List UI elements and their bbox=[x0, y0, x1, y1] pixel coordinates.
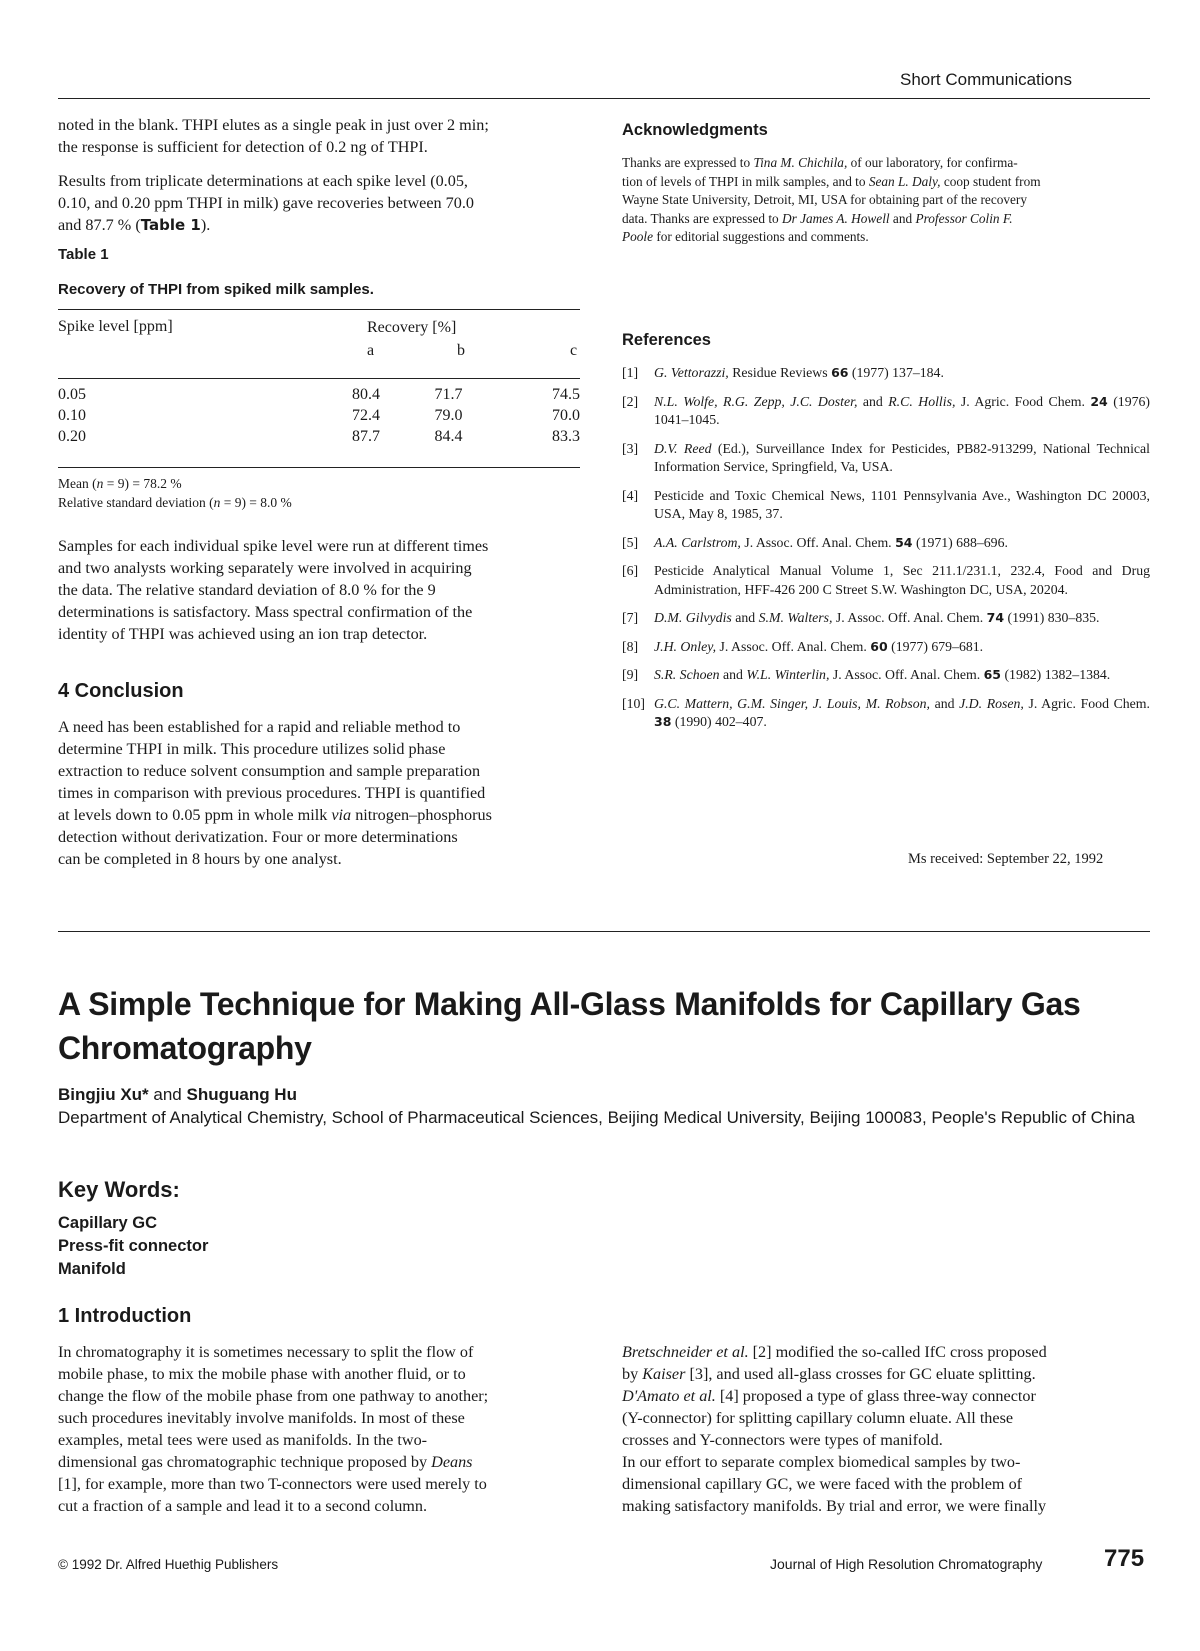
text-line: A need has been established for a rapid and reliable method to bbox=[58, 718, 461, 736]
reference-item: [10] G.C. Mattern, G.M. Singer, J. Louis, M. Robson, and J.D. Rosen, J. Agric. Food Chem. 38 (1990) 402–407. bbox=[622, 695, 1150, 729]
table-row bbox=[58, 426, 580, 447]
acknowledgments-text: Thanks are expressed to Tina M. Chichila, of our laboratory, for confirma- tion of levels of THPI in milk samples, and to Sean L. Daly, coop student from Wayne State University, Detroit, MI, USA for obtaining part of the recovery data. Thanks are expressed to Dr James A. Howell and Professor Colin F. Poole for editorial suggestions and comments. bbox=[622, 155, 1041, 244]
conclusion-text: A need has been established for a rapid and reliable method to determine THPI in milk. This procedure utilizes solid phase extraction to reduce solvent consumption and sample preparation times in comparison with previous procedures. THPI is quantified at levels down to 0.05 ppm in whole milk via nitrogen–phosphorus detection without derivatization. Four or more determinations can be completed in 8 hours by one analyst. bbox=[58, 718, 492, 868]
text-line: noted in the blank. THPI elutes as a single peak in just over 2 min; bbox=[58, 116, 489, 134]
table-mid-rule bbox=[58, 378, 580, 379]
running-title: Short Communications bbox=[900, 70, 1072, 89]
reference-item: [6] Pesticide Analytical Manual Volume 1, Sec 211.1/231.1, 232.4, Food and Drug Administration, HFF-426 200 C Street S.W. Washington DC, USA, 20204. bbox=[622, 563, 1150, 597]
text-line: and 87.7 % ( bbox=[58, 216, 141, 234]
author-name: Shuguang Hu bbox=[186, 1085, 297, 1104]
table-col-spike: Spike level [ppm] bbox=[58, 318, 173, 335]
table-label: Table 1 bbox=[58, 246, 109, 263]
table-sub-a: a bbox=[367, 342, 375, 359]
left-para-3 bbox=[58, 535, 590, 645]
table-cell-c: 83.3 bbox=[552, 428, 580, 445]
table-reference: Table 1 bbox=[140, 216, 201, 234]
reference-item: [1] G. Vettorazzi, Residue Reviews 66 (1977) 137–184. bbox=[622, 365, 944, 380]
left-para-1 bbox=[58, 114, 590, 158]
author-name: Bingjiu Xu* bbox=[58, 1085, 149, 1104]
text-line: extraction to reduce solvent consumption and sample preparation bbox=[58, 762, 481, 780]
affiliation: Department of Analytical Chemistry, School of Pharmaceutical Sciences, Beijing Medical University, Beijing 100083, People's Republic of China bbox=[58, 1108, 1135, 1127]
header-rule bbox=[58, 98, 1150, 99]
table-body bbox=[58, 384, 580, 447]
keywords-list bbox=[58, 1212, 208, 1281]
article-divider bbox=[58, 931, 1150, 932]
text-line: ). bbox=[200, 216, 211, 234]
copyright: © 1992 Dr. Alfred Huethig Publishers bbox=[58, 1557, 279, 1572]
text-line: at levels down to 0.05 ppm in whole milk bbox=[58, 806, 332, 824]
text-line: and two analysts working separately were involved in acquiring bbox=[58, 559, 472, 577]
authors: Bingjiu Xu* and Shuguang Hu bbox=[58, 1085, 297, 1104]
reference-item: [8] J.H. Onley, J. Assoc. Off. Anal. Chem. 60 (1977) 679–681. bbox=[622, 638, 984, 654]
keyword: Capillary GC bbox=[58, 1214, 158, 1232]
keyword: Manifold bbox=[58, 1260, 126, 1278]
page-number: 775 bbox=[1104, 1545, 1145, 1572]
table-cell-a: 72.4 bbox=[352, 407, 380, 424]
text-line: times in comparison with previous procedures. THPI is quantified bbox=[58, 784, 486, 802]
keywords-heading: Key Words: bbox=[58, 1177, 180, 1202]
table-cell-c: 74.5 bbox=[552, 386, 580, 403]
left-para-2 bbox=[58, 170, 590, 236]
table-cell-a: 87.7 bbox=[352, 428, 380, 445]
text-line: can be completed in 8 hours by one analyst. bbox=[58, 850, 342, 868]
footnote-mean: Mean (n = 9) = 78.2 % bbox=[58, 476, 182, 491]
journal-name: Journal of High Resolution Chromatography bbox=[770, 1556, 1043, 1572]
table-cell-spike: 0.10 bbox=[58, 407, 86, 424]
table-footnote bbox=[58, 474, 292, 512]
introduction-heading: 1 Introduction bbox=[58, 1305, 192, 1327]
table-row bbox=[58, 384, 580, 405]
acknowledgments-heading: Acknowledgments bbox=[622, 121, 768, 139]
table-top-rule bbox=[58, 309, 580, 310]
text-line: determinations is satisfactory. Mass spectral confirmation of the bbox=[58, 603, 473, 621]
table-col-recovery: Recovery [%] bbox=[367, 319, 457, 336]
received-date: Ms received: September 22, 1992 bbox=[908, 851, 1104, 867]
reference-item: [9] S.R. Schoen and W.L. Winterlin, J. Assoc. Off. Anal. Chem. 65 (1982) 1382–1384. bbox=[622, 667, 1111, 682]
table-sub-c: c bbox=[570, 342, 578, 359]
references-list bbox=[622, 364, 1150, 742]
keyword: Press-fit connector bbox=[58, 1237, 209, 1255]
table-cell-b: 84.4 bbox=[434, 428, 463, 445]
reference-item: [3] D.V. Reed (Ed.), Surveillance Index for Pesticides, PB82-913299, National Technical Information Service, Springfield, Va, USA. bbox=[622, 440, 1150, 474]
table-cell-b: 71.7 bbox=[434, 386, 463, 403]
intro-left-text: In chromatography it is sometimes necessary to split the flow of mobile phase, to mix the mobile phase with another fluid, or to change the flow of the mobile phase from one pathway to another; such procedures inevitably involve manifolds. In most of these examples, metal tees were used as manifolds. In the two- dimensional gas chromatographic technique proposed by Deans [1], for example, more than two T-connectors were used merely to cut a fraction of a sample and lead it to a second column. bbox=[58, 1343, 489, 1515]
article-title: A Simple Technique for Making All-Glass Manifolds for Capillary Gas Chromatography bbox=[58, 986, 1081, 1066]
table-caption: Recovery of THPI from spiked milk samples. bbox=[58, 281, 374, 298]
table-cell-spike: 0.05 bbox=[58, 386, 86, 403]
text-line: Samples for each individual spike level were run at different times bbox=[58, 537, 489, 555]
text-line: 0.10, and 0.20 ppm THPI in milk) gave recoveries between 70.0 bbox=[58, 194, 474, 212]
text-line: the data. The relative standard deviation of 8.0 % for the 9 bbox=[58, 581, 436, 599]
text-line: detection without derivatization. Four or more determinations bbox=[58, 828, 458, 846]
table-bottom-rule bbox=[58, 467, 580, 468]
table-sub-b: b bbox=[457, 342, 465, 359]
conclusion-heading: 4 Conclusion bbox=[58, 680, 184, 702]
table-cell-b: 79.0 bbox=[434, 407, 463, 424]
table-cell-spike: 0.20 bbox=[58, 428, 86, 445]
text-line: determine THPI in milk. This procedure utilizes solid phase bbox=[58, 740, 446, 758]
reference-item: [7] D.M. Gilvydis and S.M. Walters, J. Assoc. Off. Anal. Chem. 74 (1991) 830–835. bbox=[622, 610, 1100, 625]
references-heading: References bbox=[622, 331, 711, 349]
intro-right-text: Bretschneider et al. [2] modified the so-called IfC cross proposed by Kaiser [3], and used all-glass crosses for GC eluate splitting. D'Amato et al. [4] proposed a type of glass three-way connector (Y-connector) for splitting capillary column eluate. All these crosses and Y-connectors were types of manifold. In our effort to separate complex biomedical samples by two- dimensional capillary GC, we were faced with the problem of making satisfactory manifolds. By trial and error, we were finally bbox=[622, 1343, 1047, 1515]
table-row bbox=[58, 405, 580, 426]
text-line: Results from triplicate determinations at each spike level (0.05, bbox=[58, 172, 468, 190]
reference-item: [4] Pesticide and Toxic Chemical News, 1101 Pennsylvania Ave., Washington DC 20003, USA, May 8, 1985, 37. bbox=[622, 487, 1150, 521]
table-cell-c: 70.0 bbox=[552, 407, 580, 424]
text-line: identity of THPI was achieved using an ion trap detector. bbox=[58, 625, 428, 643]
text-line: the response is sufficient for detection of 0.2 ng of THPI. bbox=[58, 138, 428, 156]
reference-item: [5] A.A. Carlstrom, J. Assoc. Off. Anal. Chem. 54 (1971) 688–696. bbox=[622, 534, 1008, 550]
footnote-rsd: Relative standard deviation (n = 9) = 8.0 % bbox=[58, 495, 292, 510]
table-cell-a: 80.4 bbox=[352, 386, 380, 403]
reference-item: [2] N.L. Wolfe, R.G. Zepp, J.C. Doster, and R.C. Hollis, J. Agric. Food Chem. 24 (1976) 1041–1045. bbox=[622, 393, 1150, 427]
